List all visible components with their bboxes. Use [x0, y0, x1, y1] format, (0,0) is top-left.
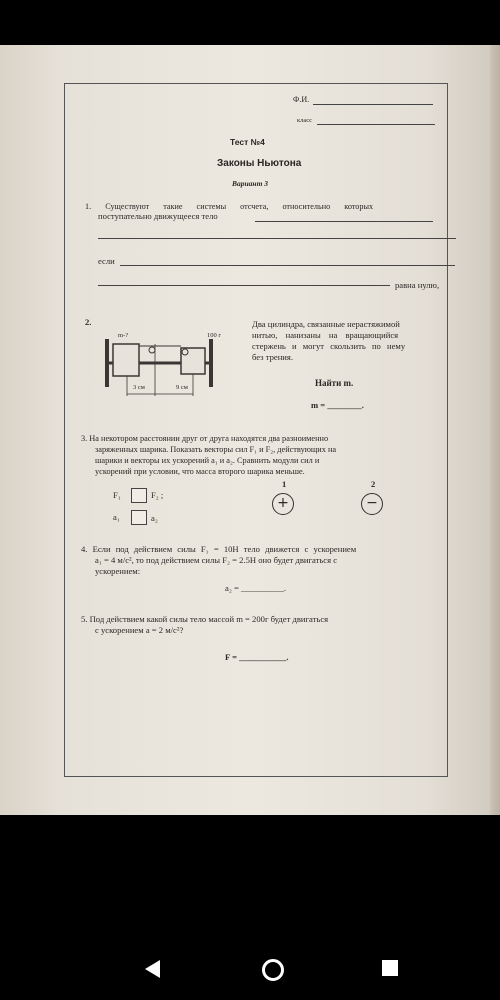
q1-blank2 — [98, 238, 456, 239]
q5-answer: F = ___________. — [225, 652, 289, 662]
q1-line1: 1. Существуют такие системы отсчета, относительно которых — [85, 202, 374, 211]
q2-find: Найти m. — [315, 378, 354, 388]
q2-label-m: m-? — [118, 332, 129, 339]
worksheet-photo — [0, 45, 500, 815]
ball1-label: 1 — [282, 479, 287, 489]
worksheet-frame — [64, 83, 448, 777]
q2-text4: без трения. — [252, 352, 293, 362]
q3-a-compare-box — [131, 510, 147, 525]
q3-line1: 3. На некотором расстоянии друг от друга находятся два разноименно — [81, 434, 329, 443]
q3-line2: заряженных шарика. Показать векторы сил F₁ и F₂, действующих на — [95, 445, 337, 454]
fio-line — [313, 104, 433, 105]
q2-number: 2. — [85, 317, 92, 327]
recent-apps-icon[interactable] — [382, 960, 398, 976]
q3-f1: F₁ — [113, 490, 121, 500]
q4-answer: a₂ = __________. — [225, 583, 287, 593]
q5-line1: 5. Под действием какой силы тело массой m = 200г будет двигаться — [81, 614, 329, 624]
negative-ball-icon: − — [361, 493, 383, 515]
q2-text2: нитью, нанизаны на вращающийся — [252, 330, 399, 340]
q2-dim-right: 9 см — [176, 384, 188, 391]
q1-line2: поступательно движущееся тело — [98, 211, 218, 221]
q4-line3: ускорением: — [95, 566, 141, 576]
fio-label: Ф.И. — [293, 95, 310, 104]
home-icon[interactable] — [262, 959, 284, 981]
q2-dim-left: 3 см — [133, 384, 145, 391]
class-line — [317, 124, 435, 125]
paper-edge — [490, 45, 500, 815]
test-number: Тест №4 — [230, 137, 265, 147]
q3-a2: a₂ — [151, 513, 158, 523]
q1-blank3 — [120, 265, 455, 266]
q3-f-compare-box — [131, 488, 147, 503]
q4-line2: a₁ = 4 м/с², то под действием силы F₂ = 2.5Н оно будет двигаться с — [95, 555, 338, 565]
test-title: Законы Ньютона — [217, 158, 302, 169]
q1-end: равна нулю, — [395, 280, 440, 290]
q2-label-100: 100 г — [207, 332, 222, 339]
back-icon[interactable] — [145, 960, 160, 978]
ball2-label: 2 — [371, 479, 376, 489]
q2-answer: m = ________. — [311, 400, 364, 410]
q5-line2: с ускорением a = 2 м/с²? — [95, 625, 184, 635]
q3-a1: a₁ — [113, 512, 120, 522]
q3-line4: ускорений при условии, что масса второго шарика меньше. — [95, 467, 305, 476]
q2-text3: стержень и могут скользить по нему — [252, 341, 406, 351]
q3-f2: F₂ ; — [151, 490, 164, 500]
q2-text1: Два цилиндра, связанные нерастяжимой — [252, 319, 400, 329]
class-label: класс — [297, 117, 313, 124]
positive-ball-icon: + — [272, 493, 294, 515]
q1-if-label: если — [98, 256, 115, 266]
q1-blank4 — [98, 285, 390, 286]
q4-line1: 4. Если под действием силы F₁ = 10Н тело движется с ускорением — [81, 544, 357, 554]
q1-blank1 — [255, 221, 433, 222]
android-nav-bar — [0, 935, 500, 1000]
q3-line3: шарики и векторы их ускорений a₁ и a₂. Сравнить модули сил и — [95, 456, 320, 465]
variant-label: Вариант 3 — [232, 179, 269, 188]
